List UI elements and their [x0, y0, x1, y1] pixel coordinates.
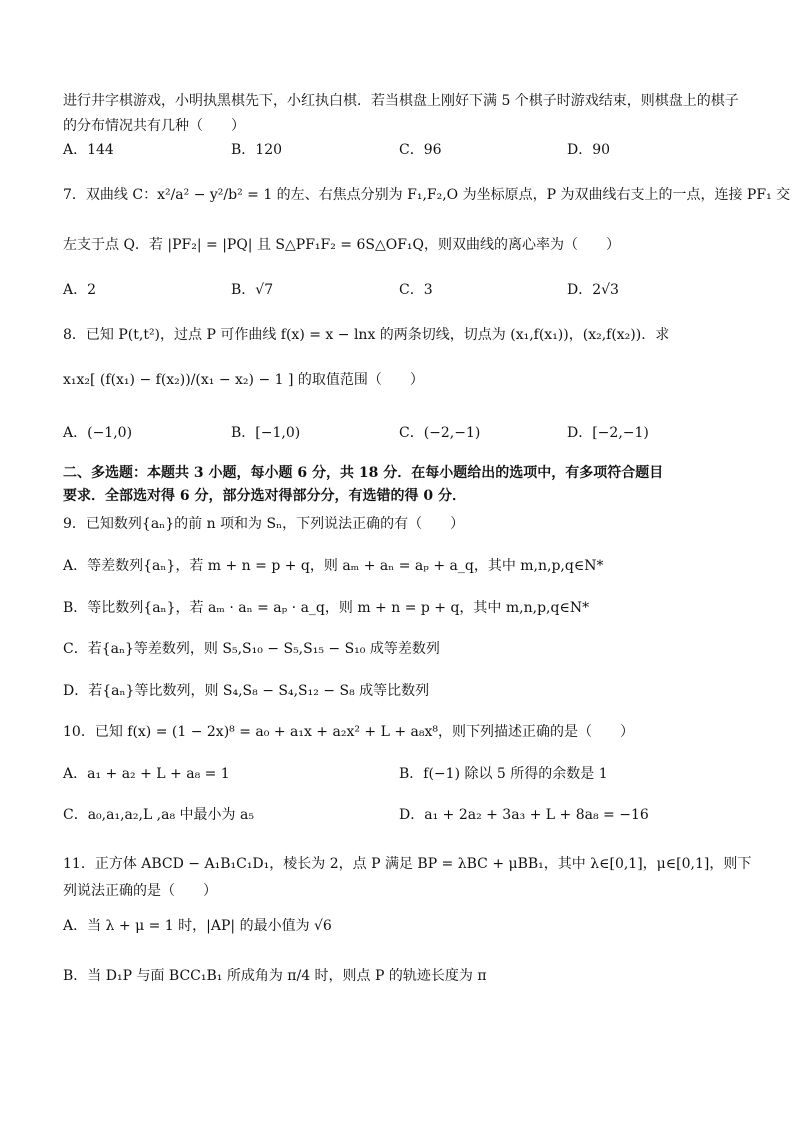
q7-option-d: D．2√3 — [567, 282, 619, 298]
q9-option-a: A．等差数列{aₙ}，若 m + n = p + q，则 aₘ + aₙ = aₚ + a_q，其中 m,n,p,q∈N* — [63, 558, 604, 574]
q8-option-d: D．[−2,−1) — [567, 425, 649, 441]
q10-option-d: D．a₁ + 2a₂ + 3a₃ + L + 8a₈ = −16 — [399, 807, 649, 823]
q7-line1: 7．双曲线 C：x²/a² − y²/b² = 1 的左、右焦点分别为 F₁,F₂,O 为坐标原点，P 为双曲线右支上的一点，连接 PF₁ 交 — [63, 187, 791, 203]
q7-option-b: B．√7 — [231, 282, 274, 298]
q8-option-b: B．[−1,0) — [231, 425, 301, 441]
q11-line2: 列说法正确的是（ ） — [63, 883, 217, 899]
q9-stem: 9．已知数列{aₙ}的前 n 项和为 Sₙ，下列说法正确的有（ ） — [63, 516, 465, 532]
q9-option-c: C．若{aₙ}等差数列，则 S₅,S₁₀ − S₅,S₁₅ − S₁₀ 成等差数列 — [63, 641, 440, 657]
q6-option-d: D．90 — [567, 142, 611, 158]
section2-heading-line1: 二、多选题：本题共 3 小题，每小题 6 分，共 18 分．在每小题给出的选项中，有多项符合题目 — [63, 465, 664, 481]
q8-line2: x₁x₂[ (f(x₁) − f(x₂))/(x₁ − x₂) − 1 ] 的取值范围（ ） — [63, 372, 424, 388]
q10-option-c: C．a₀,a₁,a₂,L ,a₈ 中最小为 a₅ — [63, 807, 254, 823]
q8-option-c: C．(−2,−1) — [399, 425, 481, 441]
q10-option-b: B．f(−1) 除以 5 所得的余数是 1 — [399, 766, 608, 782]
q11-option-a: A．当 λ + μ = 1 时，|AP| 的最小值为 √6 — [63, 918, 332, 934]
q7-option-a: A．2 — [63, 282, 97, 298]
q9-option-d: D．若{aₙ}等比数列，则 S₄,S₈ − S₄,S₁₂ − S₈ 成等比数列 — [63, 683, 430, 699]
q8-option-a: A．(−1,0) — [63, 425, 133, 441]
q6-option-c: C．96 — [399, 142, 442, 158]
q11-option-b: B．当 D₁P 与面 BCC₁B₁ 所成角为 π/4 时，则点 P 的轨迹长度为 π — [63, 968, 487, 984]
q6-line2: 的分布情况共有几种（ ） — [63, 118, 245, 134]
q6-option-a: A．144 — [63, 142, 114, 158]
section2-heading-line2: 要求．全部选对得 6 分，部分选对得部分分，有选错的得 0 分． — [63, 488, 466, 504]
q7-line2: 左支于点 Q．若 |PF₂| = |PQ| 且 S△PF₁F₂ = 6S△OF₁Q，则双曲线的离心率为（ ） — [63, 237, 621, 253]
q7-option-c: C．3 — [399, 282, 433, 298]
q9-option-b: B．等比数列{aₙ}，若 aₘ · aₙ = aₚ · a_q，则 m + n = p + q，其中 m,n,p,q∈N* — [63, 600, 590, 616]
q10-stem: 10．已知 f(x) = (1 − 2x)⁸ = a₀ + a₁x + a₂x² + L + a₈x⁸，则下列描述正确的是（ ） — [63, 724, 634, 740]
q11-line1: 11．正方体 ABCD − A₁B₁C₁D₁，棱长为 2，点 P 满足 BP = λBC + μBB₁，其中 λ∈[0,1]，μ∈[0,1]，则下 — [63, 856, 752, 872]
q6-line1: 进行井字棋游戏，小明执黑棋先下，小红执白棋．若当棋盘上刚好下满 5 个棋子时游戏结束，则棋盘上的棋子 — [63, 93, 739, 109]
q8-line1: 8．已知 P(t,t²)，过点 P 可作曲线 f(x) = x − lnx 的两条切线，切点为 (x₁,f(x₁))，(x₂,f(x₂))．求 — [63, 327, 670, 343]
q10-option-a: A．a₁ + a₂ + L + a₈ = 1 — [63, 766, 230, 782]
q6-option-b: B．120 — [231, 142, 283, 158]
